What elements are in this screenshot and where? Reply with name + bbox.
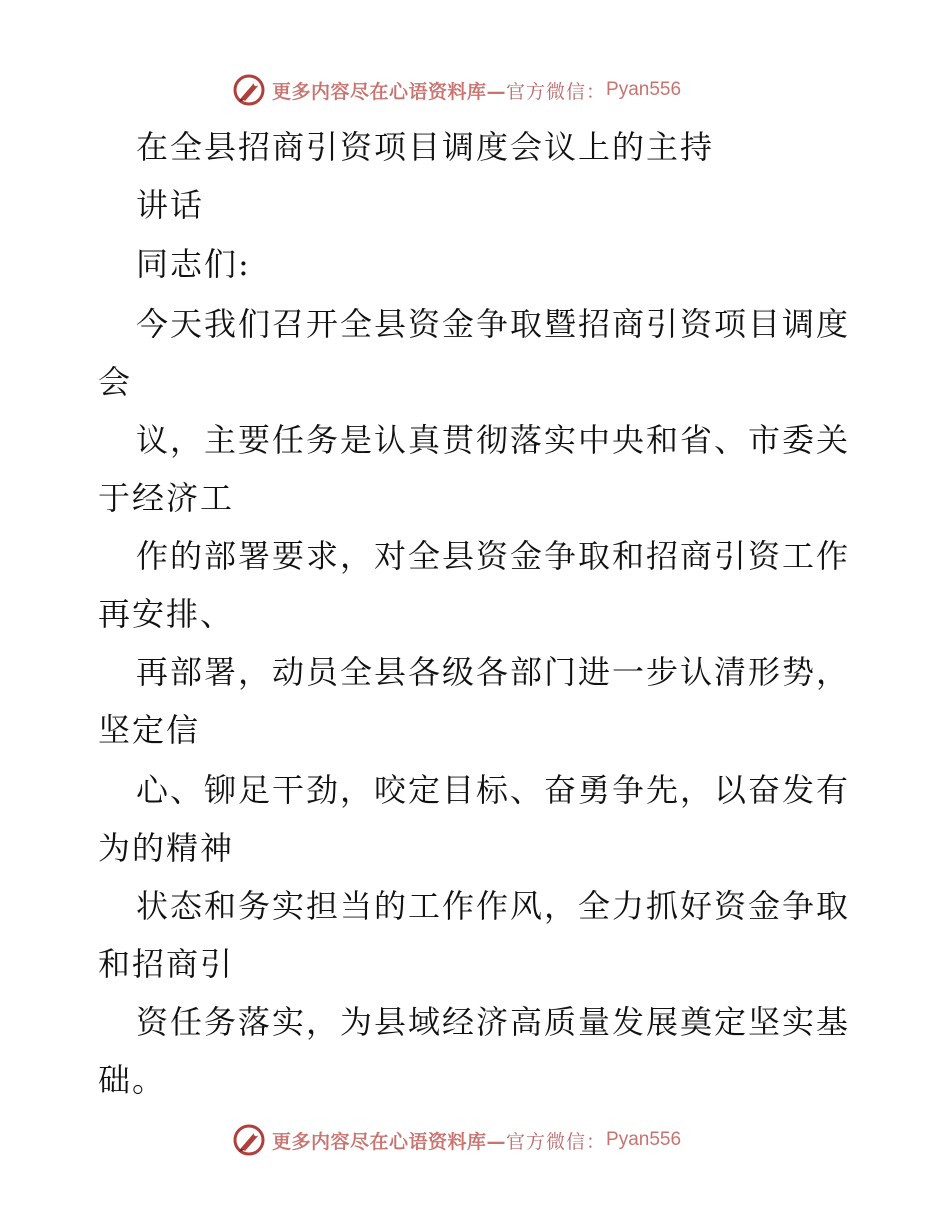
watermark-wechat-id: Pyan556	[606, 1129, 682, 1150]
paragraph-line: 再部署，动员全县各级各部门进一步认清形势，	[136, 653, 851, 691]
watermark-wechat-id: Pyan556	[606, 79, 682, 100]
paragraph-line: 础。	[98, 1061, 167, 1099]
paragraph-line: 今天我们召开全县资金争取暨招商引资项目调度	[136, 305, 851, 343]
paragraph-line: 再安排、	[98, 595, 235, 633]
watermark-wechat-label: 官方微信：	[506, 80, 607, 103]
watermark-wechat-label: 官方微信：	[506, 1130, 607, 1153]
paragraph-line: 状态和务实担当的工作作风，全力抓好资金争取	[136, 887, 851, 925]
paragraph-line: 心、铆足干劲，咬定目标、奋勇争先，以奋发有	[136, 771, 851, 809]
document-title-line-1: 在全县招商引资项目调度会议上的主持	[136, 128, 715, 166]
pen-logo-icon	[232, 1123, 266, 1157]
paragraph-line: 资任务落实，为县域经济高质量发展奠定坚实基	[136, 1003, 851, 1041]
pen-logo-icon	[232, 73, 266, 107]
footer-watermark	[232, 1120, 681, 1160]
paragraph-line: 议，主要任务是认真贯彻落实中央和省、市委关	[136, 421, 851, 459]
watermark-site-text: 更多内容尽在心语资料库—	[272, 80, 507, 103]
watermark-site-text: 更多内容尽在心语资料库—	[272, 1130, 507, 1153]
document-title-line-2: 讲话	[136, 186, 205, 224]
header-watermark	[232, 70, 681, 110]
paragraph-line: 为的精神	[98, 829, 235, 867]
paragraph-line: 坚定信	[98, 711, 201, 749]
salutation: 同志们:	[136, 245, 251, 283]
paragraph-line: 作的部署要求，对全县资金争取和招商引资工作	[136, 537, 851, 575]
paragraph-line: 会	[98, 363, 133, 401]
paragraph-line: 和招商引	[98, 945, 235, 983]
paragraph-line: 于经济工	[98, 479, 235, 517]
